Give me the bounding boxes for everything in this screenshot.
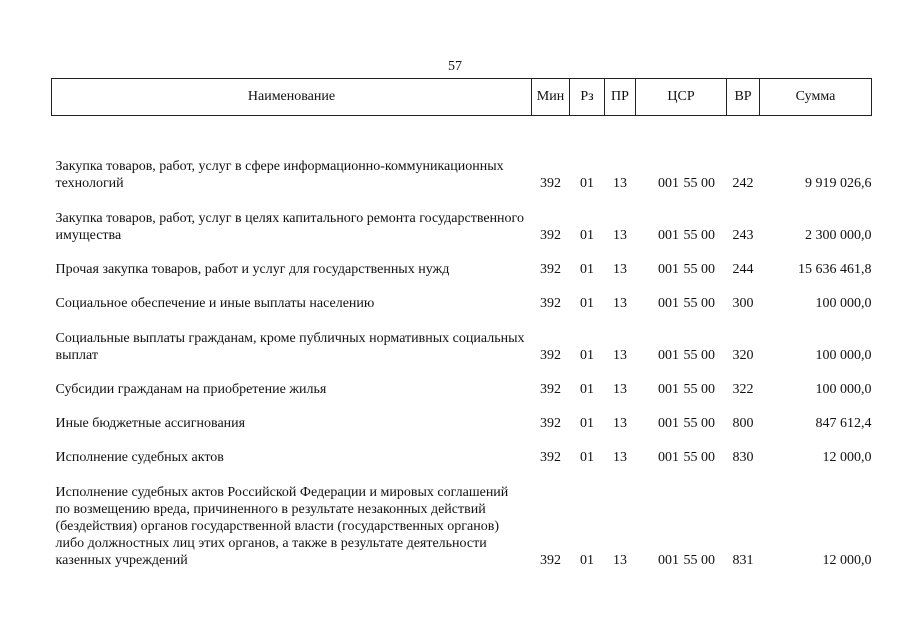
row-rz: 01 [580,553,594,568]
table-row [52,244,872,278]
row-csr [636,364,727,398]
table-row [52,278,872,312]
row-sum: 2 300 000,0 [805,228,872,243]
row-rz: 01 [580,450,594,465]
row-sum: 100 000,0 [815,296,872,311]
table-row [52,466,872,569]
row-min: 392 [540,450,561,465]
row-rz: 01 [580,382,594,397]
row-rz: 01 [580,416,594,431]
row-vr: 831 [732,553,754,568]
row-csr-b: 55 00 [683,416,715,431]
table-row [52,312,872,364]
row-sum: 847 612,4 [815,416,872,431]
row-name: Социальные выплаты гражданам, кроме публичных нормативных социальных выплат [55,331,525,363]
header-vr: ВР [727,79,760,116]
row-pr: 13 [613,382,627,397]
budget-table [51,78,872,569]
row-csr-a: 001 [658,296,679,311]
row-csr [636,278,727,312]
row-rz: 01 [580,296,594,311]
row-vr: 320 [732,348,754,363]
row-csr-a: 001 [658,553,679,568]
row-vr: 242 [732,176,754,191]
row-csr-b: 55 00 [683,382,715,397]
row-csr-a: 001 [658,262,679,277]
row-csr [636,398,727,432]
row-csr [636,466,727,569]
row-csr-a: 001 [658,348,679,363]
row-sum: 9 919 026,6 [805,176,872,191]
row-csr-b: 55 00 [683,450,715,465]
table-row [52,140,872,192]
row-csr [636,140,727,192]
row-pr: 13 [613,348,627,363]
row-rz: 01 [580,262,594,277]
row-vr: 830 [732,450,754,465]
table-row [52,192,872,244]
row-csr-b: 55 00 [683,553,715,568]
row-min: 392 [540,262,561,277]
header-csr: ЦСР [636,79,727,116]
row-min: 392 [540,228,561,243]
header-name: Наименование [52,79,532,116]
row-min: 392 [540,348,561,363]
row-csr-b: 55 00 [683,176,715,191]
row-pr: 13 [613,176,627,191]
row-vr: 300 [732,296,754,311]
table-row [52,398,872,432]
header-sum: Сумма [760,79,872,116]
row-min: 392 [540,296,561,311]
row-min: 392 [540,176,561,191]
row-name: Субсидии гражданам на приобретение жилья [55,382,327,397]
row-name: Социальное обеспечение и иные выплаты населению [55,296,375,311]
row-rz: 01 [580,348,594,363]
table-row [52,364,872,398]
row-pr: 13 [613,553,627,568]
row-vr: 800 [732,416,754,431]
row-csr-b: 55 00 [683,348,715,363]
row-csr-a: 001 [658,382,679,397]
row-name: Исполнение судебных актов [55,450,224,465]
row-sum: 100 000,0 [815,382,872,397]
row-csr-b: 55 00 [683,262,715,277]
row-name: Закупка товаров, работ, услуг в сфере информационно-коммуникационных технологий [55,159,504,191]
row-pr: 13 [613,262,627,277]
row-csr-b: 55 00 [683,296,715,311]
row-name: Прочая закупка товаров, работ и услуг для государственных нужд [55,262,450,277]
row-name: Исполнение судебных актов Российской Федерации и мировых соглашений по возмещению вреда, причиненного в результате незаконных действий (бездействия) органов государственной власти (государственных органов) либо должностных лиц этих органов, а также в результате деятельности казенных учреждений [55,485,509,568]
row-csr-a: 001 [658,176,679,191]
row-sum: 15 636 461,8 [798,262,872,277]
row-name: Иные бюджетные ассигнования [55,416,246,431]
row-min: 392 [540,553,561,568]
row-csr [636,432,727,466]
row-name: Закупка товаров, работ, услуг в целях капитального ремонта государственного имущества [55,211,524,243]
spacer-row [52,116,872,141]
row-pr: 13 [613,450,627,465]
row-pr: 13 [613,416,627,431]
header-rz: Рз [570,79,605,116]
table-header-row [52,79,872,116]
row-vr: 244 [732,262,754,277]
row-csr-b: 55 00 [683,228,715,243]
page-number: 57 [448,59,462,74]
row-sum: 12 000,0 [822,553,872,568]
row-pr: 13 [613,228,627,243]
row-csr [636,192,727,244]
row-min: 392 [540,382,561,397]
row-min: 392 [540,416,561,431]
row-vr: 243 [732,228,754,243]
row-csr-a: 001 [658,416,679,431]
header-min: Мин [532,79,570,116]
row-pr: 13 [613,296,627,311]
row-rz: 01 [580,176,594,191]
row-vr: 322 [732,382,754,397]
row-sum: 100 000,0 [815,348,872,363]
row-sum: 12 000,0 [822,450,872,465]
row-csr [636,244,727,278]
row-csr [636,312,727,364]
row-csr-a: 001 [658,450,679,465]
header-pr: ПР [605,79,636,116]
table-row [52,432,872,466]
row-rz: 01 [580,228,594,243]
row-csr-a: 001 [658,228,679,243]
